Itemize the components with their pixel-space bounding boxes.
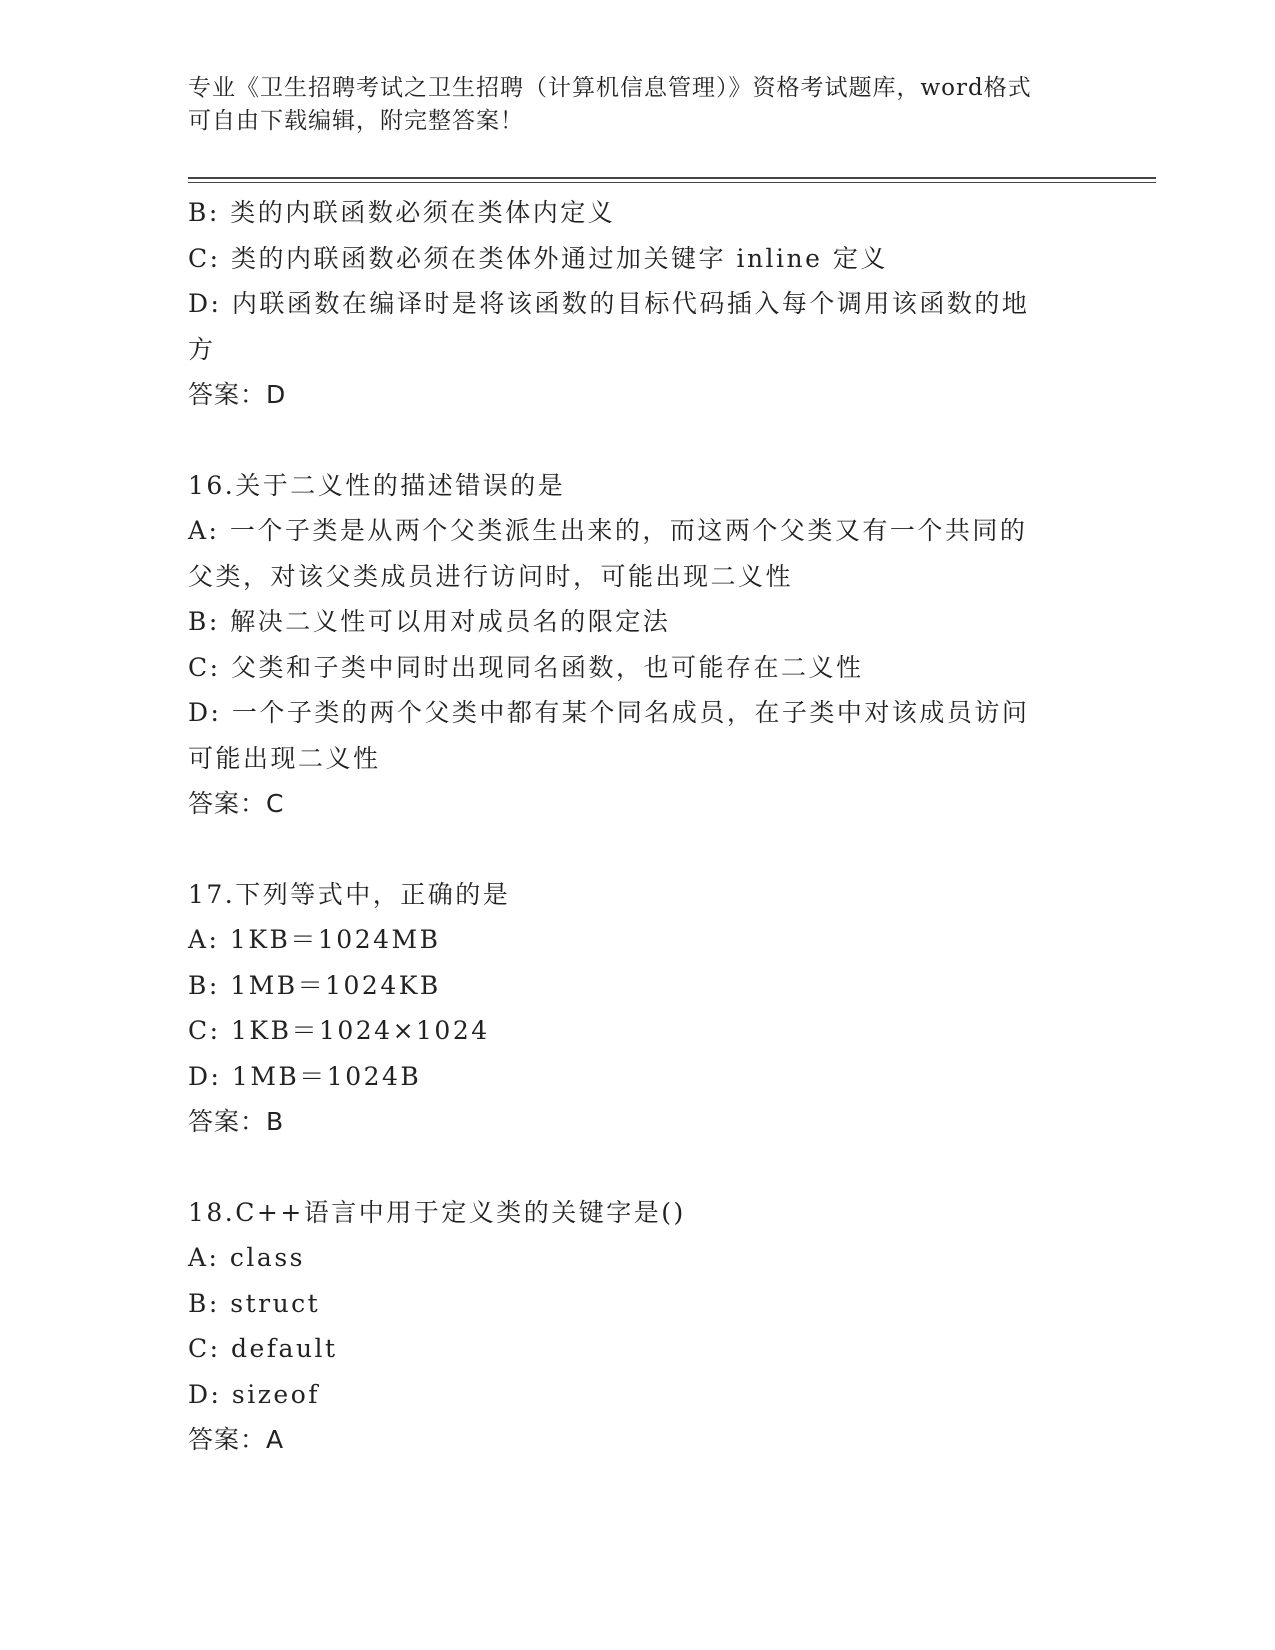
header-title-line-2: 可自由下载编辑，附完整答案！ [188, 108, 524, 134]
question-list [188, 190, 1088, 1463]
option-c: C: 1KB＝1024×1024 [188, 1016, 490, 1045]
question-16-block [188, 463, 1088, 827]
option-a: A: 1KB＝1024MB [188, 925, 441, 954]
question-text: 17.下列等式中，正确的是 [188, 879, 511, 909]
option-c: C: default [188, 1334, 338, 1363]
option-d: D: 1MB＝1024B [188, 1061, 422, 1091]
header-divider-thick [188, 177, 1156, 179]
answer: 答案：A [188, 1425, 285, 1454]
question-17-block [188, 872, 1088, 1145]
answer: 答案：D [188, 380, 287, 409]
question-18-block [188, 1190, 1088, 1463]
spacer [188, 827, 1088, 872]
option-a: A: 一个子类是从两个父类派生出来的，而这两个父类又有一个共同的 [188, 516, 1028, 545]
option-a-continued: 父类，对该父类成员进行访问时，可能出现二义性 [188, 561, 794, 591]
option-c: C: 父类和子类中同时出现同名函数，也可能存在二义性 [188, 652, 864, 682]
option-d: D: 内联函数在编译时是将该函数的目标代码插入每个调用该函数的地 [188, 289, 1030, 318]
answer: 答案：C [188, 789, 285, 818]
header-title-line-1: 专业《卫生招聘考试之卫生招聘（计算机信息管理）》资格考试题库，word格式 [188, 75, 1032, 101]
spacer [188, 418, 1088, 463]
answer: 答案：B [188, 1107, 285, 1136]
header-divider-thin [188, 182, 1156, 183]
document-header [188, 72, 1068, 138]
option-d: D: sizeof [188, 1379, 321, 1409]
option-b: B: 类的内联函数必须在类体内定义 [188, 198, 616, 227]
option-d-continued: 可能出现二义性 [188, 743, 381, 773]
option-d: D: 一个子类的两个父类中都有某个同名成员，在子类中对该成员访问 [188, 698, 1030, 727]
option-b: B: 解决二义性可以用对成员名的限定法 [188, 607, 671, 636]
question-text: 18.C++语言中用于定义类的关键字是() [188, 1197, 686, 1227]
option-b: B: struct [188, 1288, 321, 1318]
spacer [188, 1145, 1088, 1190]
option-c: C: 类的内联函数必须在类体外通过加关键字 inline 定义 [188, 243, 888, 273]
option-d-continued: 方 [188, 334, 216, 364]
option-b: B: 1MB＝1024KB [188, 970, 441, 1000]
question-text: 16.关于二义性的描述错误的是 [188, 470, 566, 500]
option-a: A: class [188, 1243, 305, 1272]
question-15-block [188, 190, 1088, 418]
